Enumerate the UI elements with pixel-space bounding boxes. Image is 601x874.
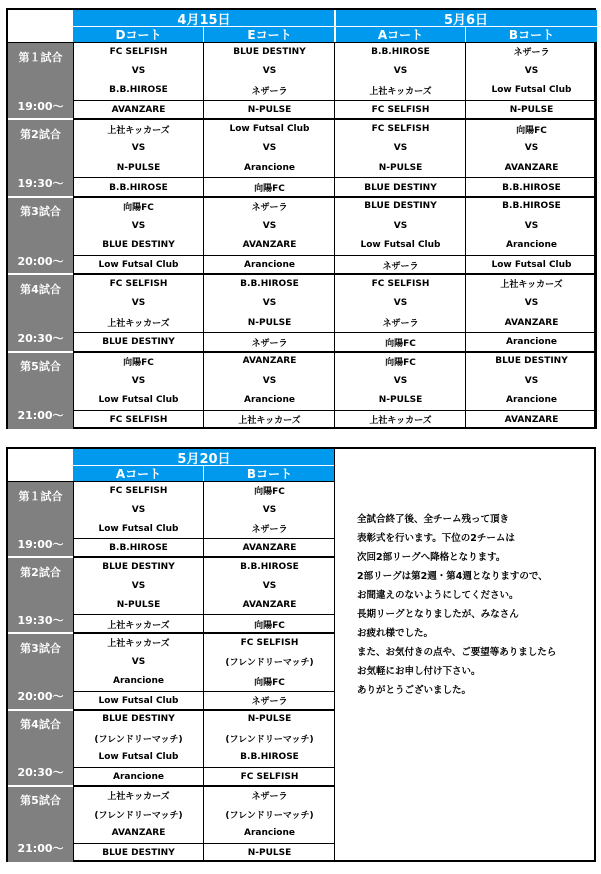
versus: (フレンドリーマッチ) — [225, 810, 314, 821]
referee-team: BLUE DESTINY — [73, 843, 204, 862]
row-divider — [73, 118, 597, 120]
versus: VS — [131, 143, 146, 154]
team-home: 向陽FC — [123, 202, 154, 213]
versus: VS — [262, 375, 277, 386]
round-time: 21:00〜 — [17, 409, 64, 423]
versus: VS — [262, 580, 277, 591]
round-label-cell — [8, 557, 73, 633]
court-header: Dコート — [73, 26, 204, 42]
versus: VS — [524, 375, 539, 386]
date-header: 5月20日 — [73, 449, 335, 465]
versus: VS — [393, 298, 408, 309]
versus: VS — [393, 375, 408, 386]
team-away: Arancione — [506, 394, 557, 405]
referee-team: ネザーラ — [204, 691, 335, 710]
team-away: AVANZARE — [242, 599, 297, 610]
label-divider — [8, 273, 73, 275]
team-home: FC SELFISH — [109, 278, 168, 289]
label-divider — [8, 196, 73, 198]
team-home: FC SELFISH — [371, 278, 430, 289]
court-divider — [465, 26, 466, 42]
notes-block — [357, 510, 556, 700]
row-divider — [73, 785, 335, 787]
referee-team: ネザーラ — [335, 255, 466, 274]
row-divider — [73, 196, 597, 198]
team-away: AVANZARE — [242, 240, 297, 251]
team-home: BLUE DESTINY — [495, 356, 568, 367]
versus: (フレンドリーマッチ) — [225, 734, 314, 745]
round-time: 21:00〜 — [17, 842, 64, 856]
referee-team: Arancione — [73, 767, 204, 786]
note-line: また、お気付きの点や、ご要望等ありましたら — [357, 647, 557, 658]
team-home: B.B.HIROSE — [240, 561, 299, 572]
referee-team: N-PULSE — [204, 100, 335, 119]
team-home: BLUE DESTINY — [102, 561, 175, 572]
referee-team: 上社キッカーズ — [73, 614, 204, 633]
team-away: B.B.HIROSE — [109, 85, 168, 96]
round-label: 第2試合 — [20, 565, 61, 579]
round-label-cell — [8, 197, 73, 274]
team-home: BLUE DESTINY — [364, 201, 437, 212]
team-away: B.B.HIROSE — [240, 752, 299, 763]
column-divider — [203, 481, 204, 862]
team-away: N-PULSE — [378, 162, 423, 173]
row-divider — [73, 632, 335, 634]
round-label-cell — [8, 42, 73, 119]
note-line: 全試合終了後、全チーム残って頂き — [357, 514, 510, 525]
versus: VS — [131, 504, 146, 515]
round-label-cell — [8, 352, 73, 429]
versus: VS — [262, 298, 277, 309]
referee-team: B.B.HIROSE — [73, 177, 204, 196]
round-label-cell — [8, 786, 73, 862]
column-divider — [73, 481, 74, 862]
round-time: 19:30〜 — [17, 177, 64, 191]
round-time: 19:00〜 — [17, 537, 64, 551]
team-away: N-PULSE — [378, 394, 423, 405]
court-header: Eコート — [204, 26, 335, 42]
referee-team: B.B.HIROSE — [466, 177, 597, 196]
label-divider — [8, 351, 73, 353]
referee-team: AVANZARE — [466, 410, 597, 429]
versus: VS — [262, 504, 277, 515]
team-away: ネザーラ — [251, 86, 288, 97]
team-away: N-PULSE — [116, 162, 161, 173]
referee-team: ネザーラ — [204, 332, 335, 351]
team-home: ネザーラ — [513, 48, 550, 59]
round-label: 第2試合 — [20, 128, 61, 142]
team-home: 向陽FC — [516, 125, 547, 136]
round-time: 20:30〜 — [17, 766, 64, 780]
round-label-cell — [8, 119, 73, 196]
team-away: AVANZARE — [504, 317, 559, 328]
versus: VS — [131, 580, 146, 591]
versus: (フレンドリーマッチ) — [94, 810, 183, 821]
team-away: Low Futsal Club — [98, 394, 179, 405]
referee-team: 上社キッカーズ — [204, 410, 335, 429]
header-line — [8, 481, 335, 482]
round-time: 20:00〜 — [17, 254, 64, 268]
label-divider — [8, 632, 73, 634]
team-away: AVANZARE — [504, 162, 559, 173]
label-divider — [8, 556, 73, 558]
round-time: 20:30〜 — [17, 331, 64, 345]
team-away: ネザーラ — [382, 319, 419, 330]
team-away: N-PULSE — [247, 317, 292, 328]
referee-team: FC SELFISH — [73, 410, 204, 429]
team-home: 上社キッカーズ — [107, 639, 170, 650]
team-home: BLUE DESTINY — [102, 714, 175, 725]
round-label: 第3試合 — [20, 205, 61, 219]
column-divider — [203, 42, 204, 429]
round-label: 第１試合 — [18, 489, 63, 503]
referee-team: FC SELFISH — [335, 100, 466, 119]
schedule-table-1 — [6, 8, 596, 429]
versus: VS — [131, 375, 146, 386]
referee-team: Low Futsal Club — [73, 255, 204, 274]
court-header: Bコート — [204, 465, 335, 481]
round-label-cell — [8, 633, 73, 709]
referee-team: N-PULSE — [466, 100, 597, 119]
referee-team: AVANZARE — [204, 538, 335, 557]
team-home: FC SELFISH — [240, 637, 299, 648]
team-home: FC SELFISH — [371, 124, 430, 135]
header-line — [8, 42, 597, 43]
team-away: 向陽FC — [254, 677, 285, 688]
note-line: 表彰式を行います。下位の2チームは — [357, 533, 515, 544]
versus: VS — [131, 66, 146, 77]
court-header: Aコート — [73, 465, 204, 481]
row-divider — [73, 709, 335, 711]
team-home: 向陽FC — [385, 357, 416, 368]
team-home: B.B.HIROSE — [371, 46, 430, 57]
team-home: 上社キッカーズ — [107, 125, 170, 136]
team-away: N-PULSE — [116, 599, 161, 610]
note-line: 長期リーグとなりましたが、みなさん — [357, 609, 519, 620]
date-header: 4月15日 — [73, 10, 335, 26]
team-away: Arancione — [244, 828, 295, 839]
referee-team: AVANZARE — [73, 100, 204, 119]
column-divider — [596, 42, 597, 429]
team-away: 上社キッカーズ — [369, 86, 432, 97]
referee-team: 向陽FC — [204, 177, 335, 196]
referee-team: BLUE DESTINY — [73, 332, 204, 351]
team-home: B.B.HIROSE — [240, 278, 299, 289]
referee-team: 向陽FC — [335, 332, 466, 351]
referee-team: Arancione — [204, 255, 335, 274]
label-divider — [8, 785, 73, 787]
team-home: 向陽FC — [254, 487, 285, 498]
versus: (フレンドリーマッチ) — [94, 734, 183, 745]
team-home: Low Futsal Club — [229, 124, 310, 135]
team-home: 向陽FC — [123, 357, 154, 368]
row-divider — [73, 556, 335, 558]
date-header: 5月6日 — [335, 10, 597, 26]
team-home: N-PULSE — [247, 714, 292, 725]
team-home: B.B.HIROSE — [502, 201, 561, 212]
team-home: ネザーラ — [251, 202, 288, 213]
row-divider — [73, 273, 597, 275]
team-home: 上社キッカーズ — [107, 791, 170, 802]
team-away: Arancione — [244, 394, 295, 405]
versus: VS — [262, 143, 277, 154]
team-away: Low Futsal Club — [98, 523, 179, 534]
team-home: ネザーラ — [251, 791, 288, 802]
column-divider — [334, 42, 335, 429]
round-label: 第4試合 — [20, 282, 61, 296]
table2-right-edge — [334, 449, 335, 862]
team-away: Arancione — [244, 162, 295, 173]
versus: VS — [524, 220, 539, 231]
court-header: Bコート — [466, 26, 597, 42]
note-line: 次回2部リーグへ降格となります。 — [357, 552, 506, 563]
round-time: 19:30〜 — [17, 613, 64, 627]
referee-team: B.B.HIROSE — [73, 538, 204, 557]
round-time: 20:00〜 — [17, 690, 64, 704]
versus: VS — [262, 66, 277, 77]
team-away: ネザーラ — [251, 525, 288, 536]
versus: (フレンドリーマッチ) — [225, 658, 314, 669]
team-home: FC SELFISH — [109, 46, 168, 57]
label-divider — [8, 709, 73, 711]
team-away: Arancione — [506, 240, 557, 251]
team-home: BLUE DESTINY — [233, 46, 306, 57]
round-label: 第4試合 — [20, 718, 61, 732]
referee-team: Low Futsal Club — [466, 255, 597, 274]
round-label-cell — [8, 481, 73, 557]
versus: VS — [393, 220, 408, 231]
team-away: Arancione — [113, 676, 164, 687]
referee-team: Arancione — [466, 332, 597, 351]
round-label: 第１試合 — [18, 50, 63, 64]
referee-team: 向陽FC — [204, 614, 335, 633]
versus: VS — [131, 220, 146, 231]
court-header: Aコート — [335, 26, 466, 42]
referee-team: 上社キッカーズ — [335, 410, 466, 429]
team-away: 上社キッカーズ — [107, 319, 170, 330]
versus: VS — [393, 143, 408, 154]
round-label: 第3試合 — [20, 641, 61, 655]
team-away: BLUE DESTINY — [102, 240, 175, 251]
team-home: 上社キッカーズ — [500, 280, 563, 291]
round-label-cell — [8, 274, 73, 351]
note-line: 2部リーグは第2週・第4週となりますので、 — [357, 571, 548, 582]
team-away: Low Futsal Club — [491, 85, 572, 96]
referee-team: BLUE DESTINY — [335, 177, 466, 196]
column-divider — [73, 42, 74, 429]
versus: VS — [524, 143, 539, 154]
referee-team: Low Futsal Club — [73, 691, 204, 710]
versus: VS — [131, 656, 146, 667]
note-line: お気軽にお申し付け下さい。 — [357, 666, 481, 677]
team-home: AVANZARE — [242, 356, 297, 367]
versus: VS — [524, 298, 539, 309]
round-label-cell — [8, 710, 73, 786]
versus: VS — [524, 66, 539, 77]
team-away: Low Futsal Club — [360, 240, 441, 251]
label-divider — [8, 118, 73, 120]
round-label: 第5試合 — [20, 360, 61, 374]
row-divider — [73, 351, 597, 353]
team-away: Low Futsal Club — [98, 752, 179, 763]
note-line: お疲れ様でした。 — [357, 628, 434, 639]
versus: VS — [393, 66, 408, 77]
court-divider — [203, 465, 204, 481]
round-label: 第5試合 — [20, 794, 61, 808]
team-away: AVANZARE — [111, 828, 166, 839]
team-home: FC SELFISH — [109, 485, 168, 496]
column-divider — [465, 42, 466, 429]
court-divider — [203, 26, 204, 42]
note-line: ありがとうございました。 — [357, 685, 472, 696]
versus: VS — [262, 220, 277, 231]
round-time: 19:00〜 — [17, 99, 64, 113]
court-divider — [334, 26, 335, 42]
versus: VS — [131, 298, 146, 309]
note-line: お間違えのないようにしてください。 — [357, 590, 519, 601]
referee-team: FC SELFISH — [204, 767, 335, 786]
referee-team: N-PULSE — [204, 843, 335, 862]
